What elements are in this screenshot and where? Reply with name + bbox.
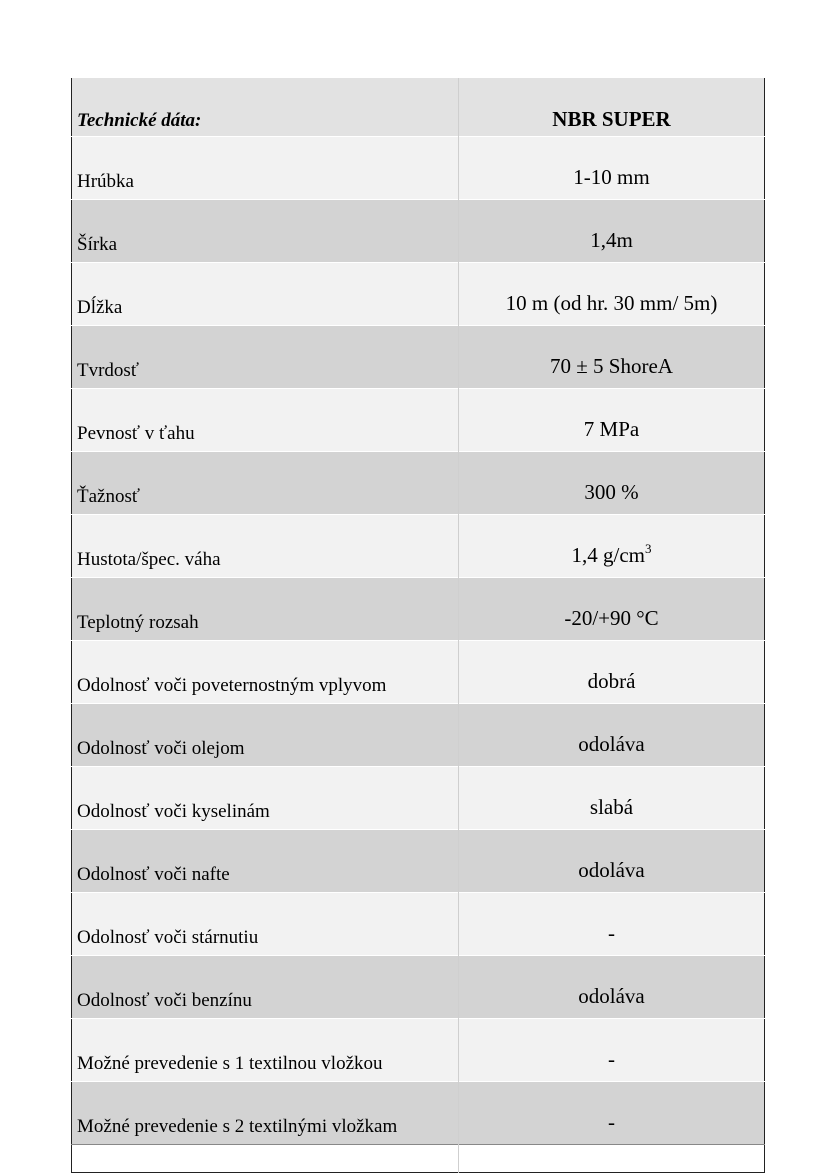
row-value: 1-10 mm	[459, 137, 765, 200]
table-row	[72, 1082, 765, 1145]
row-value: 70 ± 5 ShoreA	[459, 326, 765, 389]
empty-cell	[72, 1145, 459, 1173]
row-value: odoláva	[459, 956, 765, 1019]
row-value: 10 m (od hr. 30 mm/ 5m)	[459, 263, 765, 326]
row-value: -20/+90 °C	[459, 578, 765, 641]
table-row	[72, 137, 765, 200]
table-row	[72, 452, 765, 515]
row-value: odoláva	[459, 830, 765, 893]
table-row	[72, 515, 765, 578]
row-value: 300 %	[459, 452, 765, 515]
row-label: Odolnosť voči stárnutiu	[72, 893, 459, 956]
empty-cell	[459, 1145, 765, 1173]
row-label: Odolnosť voči benzínu	[72, 956, 459, 1019]
header-label: Technické dáta:	[72, 78, 459, 137]
table-row	[72, 389, 765, 452]
table-row	[72, 956, 765, 1019]
row-label: Odolnosť voči olejom	[72, 704, 459, 767]
row-value: -	[459, 893, 765, 956]
table-header-row	[72, 78, 765, 137]
row-value	[459, 515, 765, 578]
row-value: 7 MPa	[459, 389, 765, 452]
row-label: Hustota/špec. váha	[72, 515, 459, 578]
table-row	[72, 641, 765, 704]
row-label: Pevnosť v ťahu	[72, 389, 459, 452]
row-label: Možné prevedenie s 1 textilnou vložkou	[72, 1019, 459, 1082]
row-label: Dĺžka	[72, 263, 459, 326]
row-label: Tvrdosť	[72, 326, 459, 389]
technical-data-table	[71, 77, 765, 1173]
row-value: odoláva	[459, 704, 765, 767]
table-row	[72, 893, 765, 956]
row-label: Ťažnosť	[72, 452, 459, 515]
table-row	[72, 200, 765, 263]
table-row	[72, 1019, 765, 1082]
row-value: slabá	[459, 767, 765, 830]
row-value: -	[459, 1082, 765, 1145]
row-label: Hrúbka	[72, 137, 459, 200]
row-label: Odolnosť voči nafte	[72, 830, 459, 893]
table-row	[72, 830, 765, 893]
row-value: -	[459, 1019, 765, 1082]
row-value: 1,4m	[459, 200, 765, 263]
row-label: Šírka	[72, 200, 459, 263]
header-product-name: NBR SUPER	[459, 78, 765, 137]
table-row	[72, 263, 765, 326]
density-value: 1,4 g/cm	[571, 543, 645, 567]
row-label: Odolnosť voči poveternostným vplyvom	[72, 641, 459, 704]
row-label: Možné prevedenie s 2 textilnými vložkam	[72, 1082, 459, 1145]
row-value: dobrá	[459, 641, 765, 704]
density-unit-exponent: 3	[645, 541, 652, 556]
table-row	[72, 767, 765, 830]
table-row	[72, 326, 765, 389]
row-label: Teplotný rozsah	[72, 578, 459, 641]
table-row	[72, 704, 765, 767]
table-row	[72, 578, 765, 641]
table-empty-row	[72, 1145, 765, 1173]
row-label: Odolnosť voči kyselinám	[72, 767, 459, 830]
